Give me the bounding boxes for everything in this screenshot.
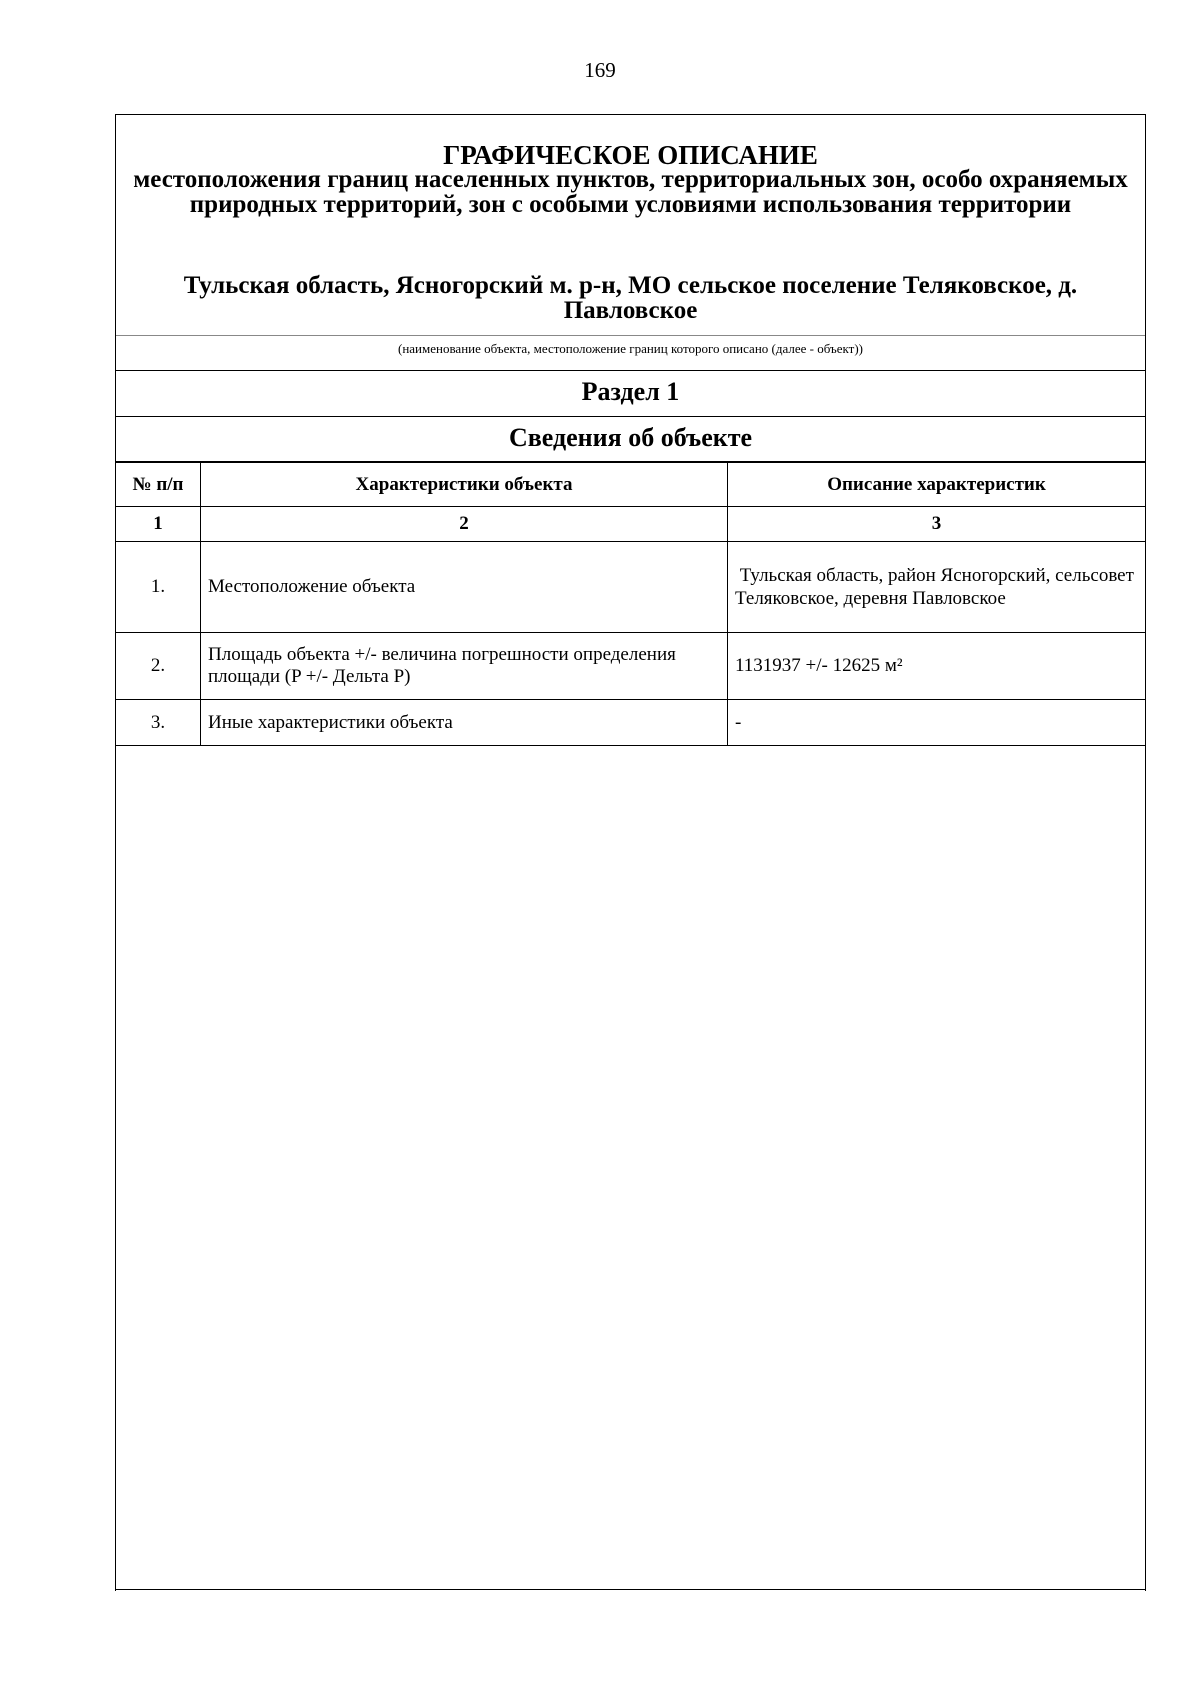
table-header-row [116, 463, 1145, 507]
document-subtitle: местоположения границ населенных пунктов, территориальных зон, особо охраняемых природных территорий, зон с особыми условиями использования территории [133, 166, 1128, 218]
row-description: 1131937 +/- 12625 м² [728, 633, 1146, 700]
row-number: 1. [116, 542, 201, 633]
page-number: 169 [584, 58, 616, 82]
document-title: ГРАФИЧЕСКОЕ ОПИСАНИЕ [443, 140, 818, 170]
table-row [116, 633, 1145, 700]
row-characteristic: Площадь объекта +/- величина погрешности определения площади (P +/- Дельта P) [201, 633, 728, 700]
row-description: - [728, 700, 1146, 746]
column-header-number: № п/п [116, 463, 201, 507]
column-number: 2 [201, 507, 728, 542]
object-name: Тульская область, Ясногорский м. р-н, МО сельское поселение Теляковское, д. Павловское [183, 272, 1078, 324]
object-info-table [116, 462, 1145, 746]
divider [116, 335, 1145, 336]
document-header [116, 115, 1145, 335]
document-frame [115, 114, 1146, 1591]
section-title: Раздел 1 [581, 377, 680, 406]
table-row [116, 542, 1145, 633]
section-subtitle: Сведения об объекте [508, 423, 753, 452]
column-numbers-row [116, 507, 1145, 542]
object-name-caption: (наименование объекта, местоположение границ которого описано (далее - объект)) [398, 341, 863, 356]
divider [116, 416, 1145, 417]
row-characteristic: Иные характеристики объекта [201, 700, 728, 746]
row-number: 3. [116, 700, 201, 746]
column-header-description: Описание характеристик [728, 463, 1146, 507]
column-number: 3 [728, 507, 1146, 542]
divider [116, 370, 1145, 371]
column-number: 1 [116, 507, 201, 542]
frame-bottom-line [115, 1589, 1146, 1590]
row-description: Тульская область, район Ясногорский, сельсовет Теляковское, деревня Павловское [728, 542, 1146, 633]
column-header-characteristic: Характеристики объекта [201, 463, 728, 507]
table-row [116, 700, 1145, 746]
row-characteristic: Местоположение объекта [201, 542, 728, 633]
row-number: 2. [116, 633, 201, 700]
